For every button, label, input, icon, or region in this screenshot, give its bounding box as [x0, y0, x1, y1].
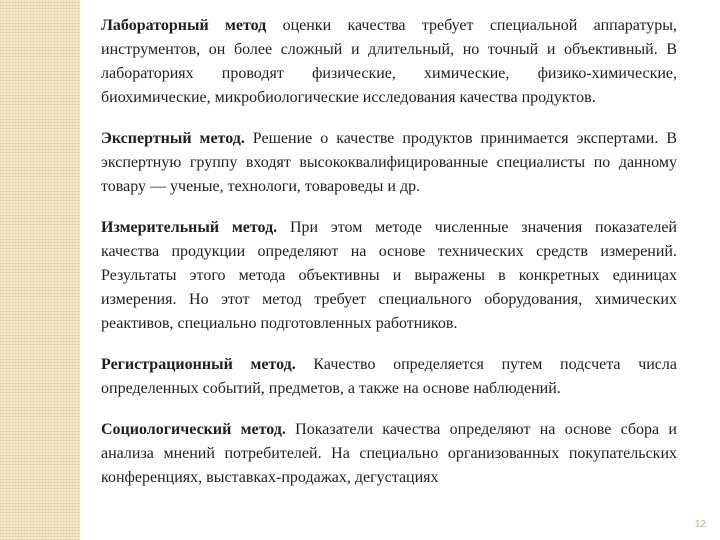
term-laboratory-method: Лабораторный метод — [101, 17, 267, 34]
text-measuring-method: При этом методе численные значения показателей качества продукции определяют на основе технических средств измерений. Результаты этого метода объективны и выражены в конкретных единицах измерения. Но этот метод требует специального оборудования, химических реактивов, специально подготовленных работников. — [101, 219, 677, 332]
decorative-side-strip — [0, 0, 80, 540]
term-sociological-method: Социологический метод. — [101, 421, 286, 438]
term-registration-method: Регистрационный метод. — [101, 356, 296, 373]
term-measuring-method: Измерительный метод. — [101, 219, 278, 236]
term-expert-method: Экспертный метод. — [101, 130, 245, 147]
text-expert-method: Решение о качестве продуктов принимается экспертами. В экспертную группу входят высококвалифицированные специалисты по данному товару — ученые, технологи, товароведы и др. — [101, 130, 677, 195]
paragraph-sociological-method — [101, 418, 677, 490]
paragraph-expert-method — [101, 127, 677, 199]
text-sociological-method: Показатели качества определяют на основе сбора и анализа мнений потребителей. На специально организованных покупательских конференциях, выставках-продажах, дегустациях — [101, 421, 677, 486]
page-number: 12 — [694, 519, 706, 530]
slide-content — [101, 14, 677, 507]
paragraph-measuring-method — [101, 216, 677, 336]
paragraph-laboratory-method — [101, 14, 677, 110]
paragraph-registration-method — [101, 353, 677, 401]
text-registration-method: Качество определяется путем подсчета числа определенных событий, предметов, а также на основе наблюдений. — [101, 356, 677, 397]
text-laboratory-method: оценки качества требует специальной аппаратуры, инструментов, он более сложный и длительный, но точный и объективный. В лабораториях проводят физические, химические, физико-химические, биохимические, микробиологические исследования качества продуктов. — [101, 17, 678, 106]
